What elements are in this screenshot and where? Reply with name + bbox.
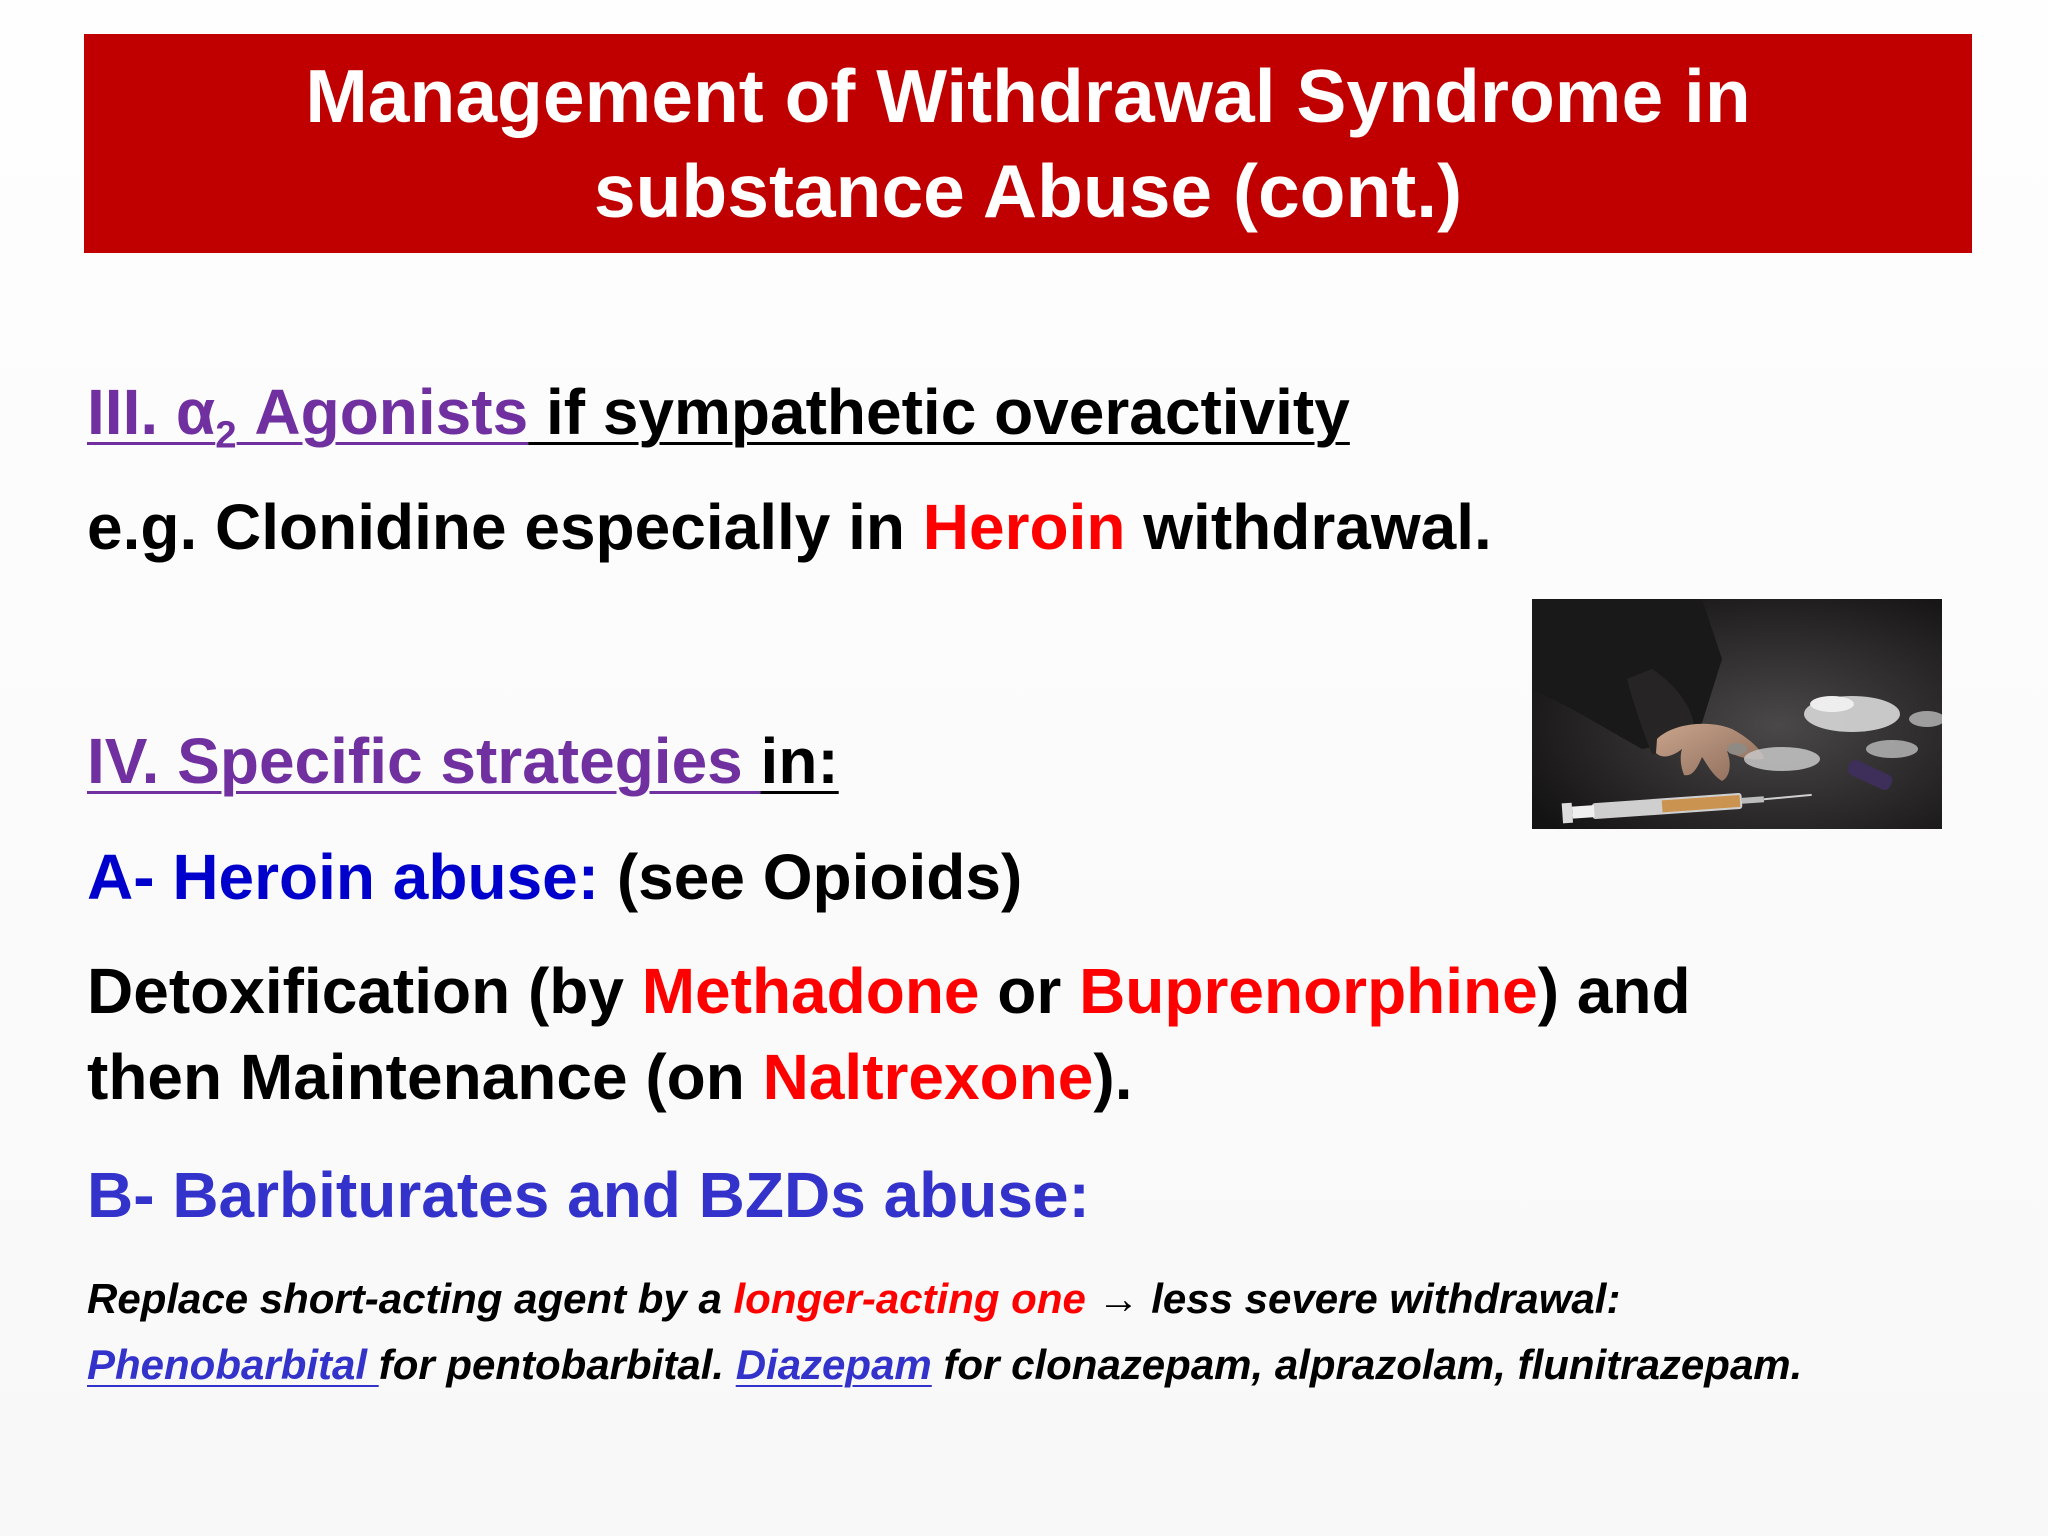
methadone: Methadone xyxy=(641,955,980,1027)
heroin-highlight: Heroin xyxy=(922,491,1126,563)
slide-title-line-1: Management of Withdrawal Syndrome in xyxy=(305,53,1751,138)
diazepam-link: Diazepam xyxy=(735,1341,932,1388)
naltrexone: Naltrexone xyxy=(762,1041,1094,1113)
section-3-example: e.g. Clonidine especially in Heroin withdrawal. xyxy=(87,491,1492,563)
title-banner xyxy=(84,34,1972,253)
slide-title-line-2: substance Abuse (cont.) xyxy=(593,148,1463,233)
section-4-label: IV. Specific strategies xyxy=(87,725,761,797)
heroin-maintenance-line: then Maintenance (on Naltrexone). xyxy=(87,1041,1133,1113)
syringe-photo xyxy=(1532,599,1942,829)
barbiturates-heading xyxy=(87,1158,1090,1232)
phenobarbital-link: Phenobarbital xyxy=(87,1341,379,1388)
longer-acting-highlight: longer-acting one xyxy=(733,1275,1086,1322)
section-3-condition: if sympathetic overactivity xyxy=(528,376,1350,448)
heroin-heading: A- Heroin abuse: (see Opioids) xyxy=(87,841,1023,913)
barbiturates-line-2: Phenobarbital for pentobarbital. Diazepam for clonazepam, alprazolam, flunitrazepam. xyxy=(87,1341,1803,1388)
barbiturates-label: B- Barbiturates and BZDs abuse: xyxy=(87,1159,1090,1231)
arrow-icon: → xyxy=(1085,1275,1152,1322)
buprenorphine: Buprenorphine xyxy=(1079,955,1538,1027)
heroin-detox-line: Detoxification (by Methadone or Buprenorphine) and xyxy=(87,955,1691,1027)
section-3-heading xyxy=(87,375,1350,457)
section-4-heading: IV. Specific strategies in: xyxy=(87,725,839,797)
section-3-label: III. $\alpha_2$ Agonists xyxy=(87,376,529,457)
heroin-label: A- Heroin abuse: xyxy=(87,841,600,913)
barbiturates-line-1: Replace short-acting agent by a longer-acting one → less severe withdrawal: xyxy=(87,1275,1621,1322)
